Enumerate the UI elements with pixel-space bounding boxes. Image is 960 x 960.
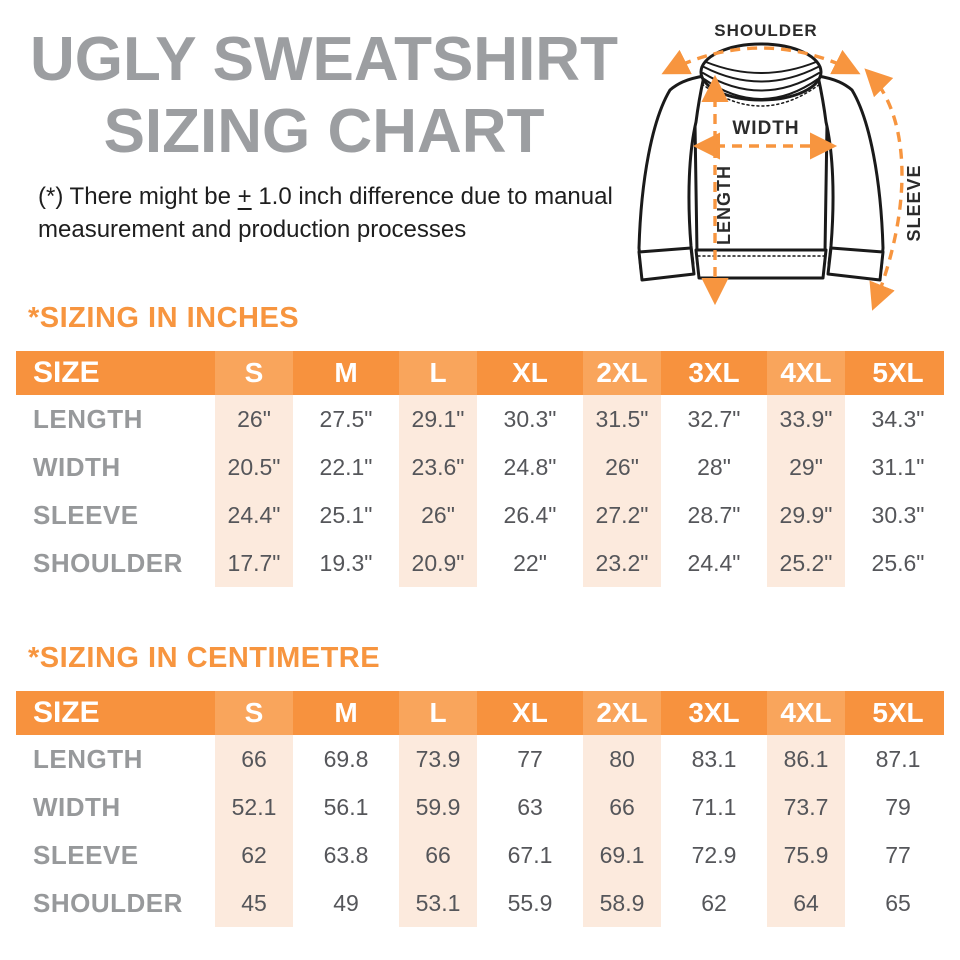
table-header-row xyxy=(16,691,944,735)
section-heading-centimetre: *SIZING IN CENTIMETRE xyxy=(28,642,381,674)
table-row-length xyxy=(16,395,944,443)
value-cell-width-2xl: 66 xyxy=(576,783,668,831)
value-cell-length-4xl: 33.9" xyxy=(760,395,852,443)
value-cell-sleeve-3xl: 72.9 xyxy=(691,841,737,868)
value-cell-width-3xl: 28" xyxy=(697,453,731,480)
section-heading-inches: *SIZING IN INCHES xyxy=(28,302,300,334)
value-cell-width-3xl: 71.1 xyxy=(691,793,737,820)
column-header-5xl: 5XL xyxy=(872,697,924,728)
value-cell-shoulder-s: 17.7" xyxy=(208,539,300,587)
row-label-width: WIDTH xyxy=(33,791,121,822)
value-cell-shoulder-xl: 55.9 xyxy=(507,889,553,916)
value-cell-length-2xl: 80 xyxy=(576,735,668,783)
value-cell-shoulder-4xl: 25.2" xyxy=(760,539,852,587)
column-header-2xl: 2XL xyxy=(576,691,668,735)
value-cell-width-s: 20.5" xyxy=(208,443,300,491)
row-label-sleeve: SLEEVE xyxy=(33,839,139,870)
page-title-line1: UGLY SWEATSHIRT xyxy=(30,25,618,94)
sweatshirt-diagram xyxy=(616,0,960,330)
value-cell-length-5xl: 34.3" xyxy=(871,405,925,432)
value-cell-shoulder-xl: 22" xyxy=(513,549,547,576)
row-label-shoulder: SHOULDER xyxy=(33,547,183,578)
value-cell-sleeve-4xl: 29.9" xyxy=(760,491,852,539)
sleeve-label: SLEEVE xyxy=(904,164,924,242)
value-cell-width-l: 23.6" xyxy=(392,443,484,491)
tolerance-note xyxy=(38,180,618,246)
value-cell-sleeve-l: 26" xyxy=(392,491,484,539)
value-cell-width-4xl: 29" xyxy=(760,443,852,491)
value-cell-length-l: 73.9 xyxy=(392,735,484,783)
page-title-line2: SIZING CHART xyxy=(103,97,545,166)
value-cell-sleeve-s: 24.4" xyxy=(208,491,300,539)
value-cell-sleeve-l: 66 xyxy=(392,831,484,879)
value-cell-shoulder-l: 20.9" xyxy=(392,539,484,587)
value-cell-width-5xl: 79 xyxy=(885,793,911,820)
column-header-m: M xyxy=(334,697,358,728)
value-cell-shoulder-5xl: 25.6" xyxy=(871,549,925,576)
value-cell-width-2xl: 26" xyxy=(576,443,668,491)
value-cell-width-5xl: 31.1" xyxy=(871,453,925,480)
value-cell-sleeve-m: 63.8 xyxy=(323,841,369,868)
value-cell-width-xl: 63 xyxy=(517,793,543,820)
column-header-l: L xyxy=(392,691,484,735)
plus-minus-sign: + xyxy=(237,183,252,210)
value-cell-width-4xl: 73.7 xyxy=(760,783,852,831)
value-cell-length-3xl: 32.7" xyxy=(687,405,741,432)
row-label-sleeve: SLEEVE xyxy=(33,499,139,530)
value-cell-sleeve-2xl: 27.2" xyxy=(576,491,668,539)
value-cell-sleeve-4xl: 75.9 xyxy=(760,831,852,879)
value-cell-width-s: 52.1 xyxy=(208,783,300,831)
column-header-4xl: 4XL xyxy=(760,351,852,395)
row-label-width: WIDTH xyxy=(33,451,121,482)
table-row-width xyxy=(16,443,944,491)
table-row-shoulder xyxy=(16,539,944,587)
value-cell-sleeve-xl: 26.4" xyxy=(503,501,557,528)
length-label: LENGTH xyxy=(714,165,734,245)
column-header-xl: XL xyxy=(512,357,548,388)
row-label-length: LENGTH xyxy=(33,403,143,434)
note-prefix: (*) There might be xyxy=(38,183,238,210)
value-cell-shoulder-5xl: 65 xyxy=(885,889,911,916)
value-cell-sleeve-3xl: 28.7" xyxy=(687,501,741,528)
table-row-shoulder xyxy=(16,879,944,927)
value-cell-sleeve-m: 25.1" xyxy=(319,501,373,528)
value-cell-shoulder-m: 19.3" xyxy=(319,549,373,576)
size-header-cell: SIZE xyxy=(33,696,100,729)
width-label: WIDTH xyxy=(732,118,800,139)
value-cell-shoulder-3xl: 24.4" xyxy=(687,549,741,576)
value-cell-length-s: 66 xyxy=(208,735,300,783)
row-label-shoulder: SHOULDER xyxy=(33,887,183,918)
value-cell-width-xl: 24.8" xyxy=(503,453,557,480)
value-cell-shoulder-l: 53.1 xyxy=(392,879,484,927)
value-cell-length-3xl: 83.1 xyxy=(691,745,737,772)
sizing-table-centimetre xyxy=(16,691,944,927)
note-suffix: 1.0 inch difference due to manual measurement and production processes xyxy=(38,183,613,243)
column-header-m: M xyxy=(334,357,358,388)
value-cell-sleeve-s: 62 xyxy=(208,831,300,879)
value-cell-length-4xl: 86.1 xyxy=(760,735,852,783)
value-cell-shoulder-2xl: 23.2" xyxy=(576,539,668,587)
value-cell-length-2xl: 31.5" xyxy=(576,395,668,443)
value-cell-sleeve-5xl: 77 xyxy=(885,841,911,868)
table-row-sleeve xyxy=(16,831,944,879)
value-cell-shoulder-2xl: 58.9 xyxy=(576,879,668,927)
column-header-l: L xyxy=(392,351,484,395)
table-header-row xyxy=(16,351,944,395)
value-cell-length-s: 26" xyxy=(208,395,300,443)
value-cell-width-l: 59.9 xyxy=(392,783,484,831)
column-header-5xl: 5XL xyxy=(872,357,924,388)
value-cell-length-xl: 77 xyxy=(517,745,543,772)
shoulder-label: SHOULDER xyxy=(714,21,818,40)
value-cell-sleeve-xl: 67.1 xyxy=(507,841,553,868)
value-cell-length-m: 69.8 xyxy=(323,745,369,772)
table-row-width xyxy=(16,783,944,831)
value-cell-sleeve-5xl: 30.3" xyxy=(871,501,925,528)
value-cell-length-l: 29.1" xyxy=(392,395,484,443)
value-cell-length-xl: 30.3" xyxy=(503,405,557,432)
column-header-s: S xyxy=(208,351,300,395)
value-cell-width-m: 22.1" xyxy=(319,453,373,480)
page-title xyxy=(28,24,620,168)
value-cell-length-5xl: 87.1 xyxy=(875,745,921,772)
value-cell-shoulder-s: 45 xyxy=(208,879,300,927)
column-header-xl: XL xyxy=(512,697,548,728)
size-header-cell: SIZE xyxy=(33,356,100,389)
value-cell-shoulder-4xl: 64 xyxy=(760,879,852,927)
value-cell-sleeve-2xl: 69.1 xyxy=(576,831,668,879)
value-cell-length-m: 27.5" xyxy=(319,405,373,432)
column-header-2xl: 2XL xyxy=(576,351,668,395)
row-label-length: LENGTH xyxy=(33,743,143,774)
table-row-length xyxy=(16,735,944,783)
sizing-table-inches xyxy=(16,351,944,587)
column-header-4xl: 4XL xyxy=(760,691,852,735)
column-header-s: S xyxy=(208,691,300,735)
value-cell-shoulder-m: 49 xyxy=(333,889,359,916)
column-header-3xl: 3XL xyxy=(688,697,740,728)
table-row-sleeve xyxy=(16,491,944,539)
sweatshirt-outline xyxy=(639,44,883,280)
value-cell-shoulder-3xl: 62 xyxy=(701,889,727,916)
value-cell-width-m: 56.1 xyxy=(323,793,369,820)
column-header-3xl: 3XL xyxy=(688,357,740,388)
